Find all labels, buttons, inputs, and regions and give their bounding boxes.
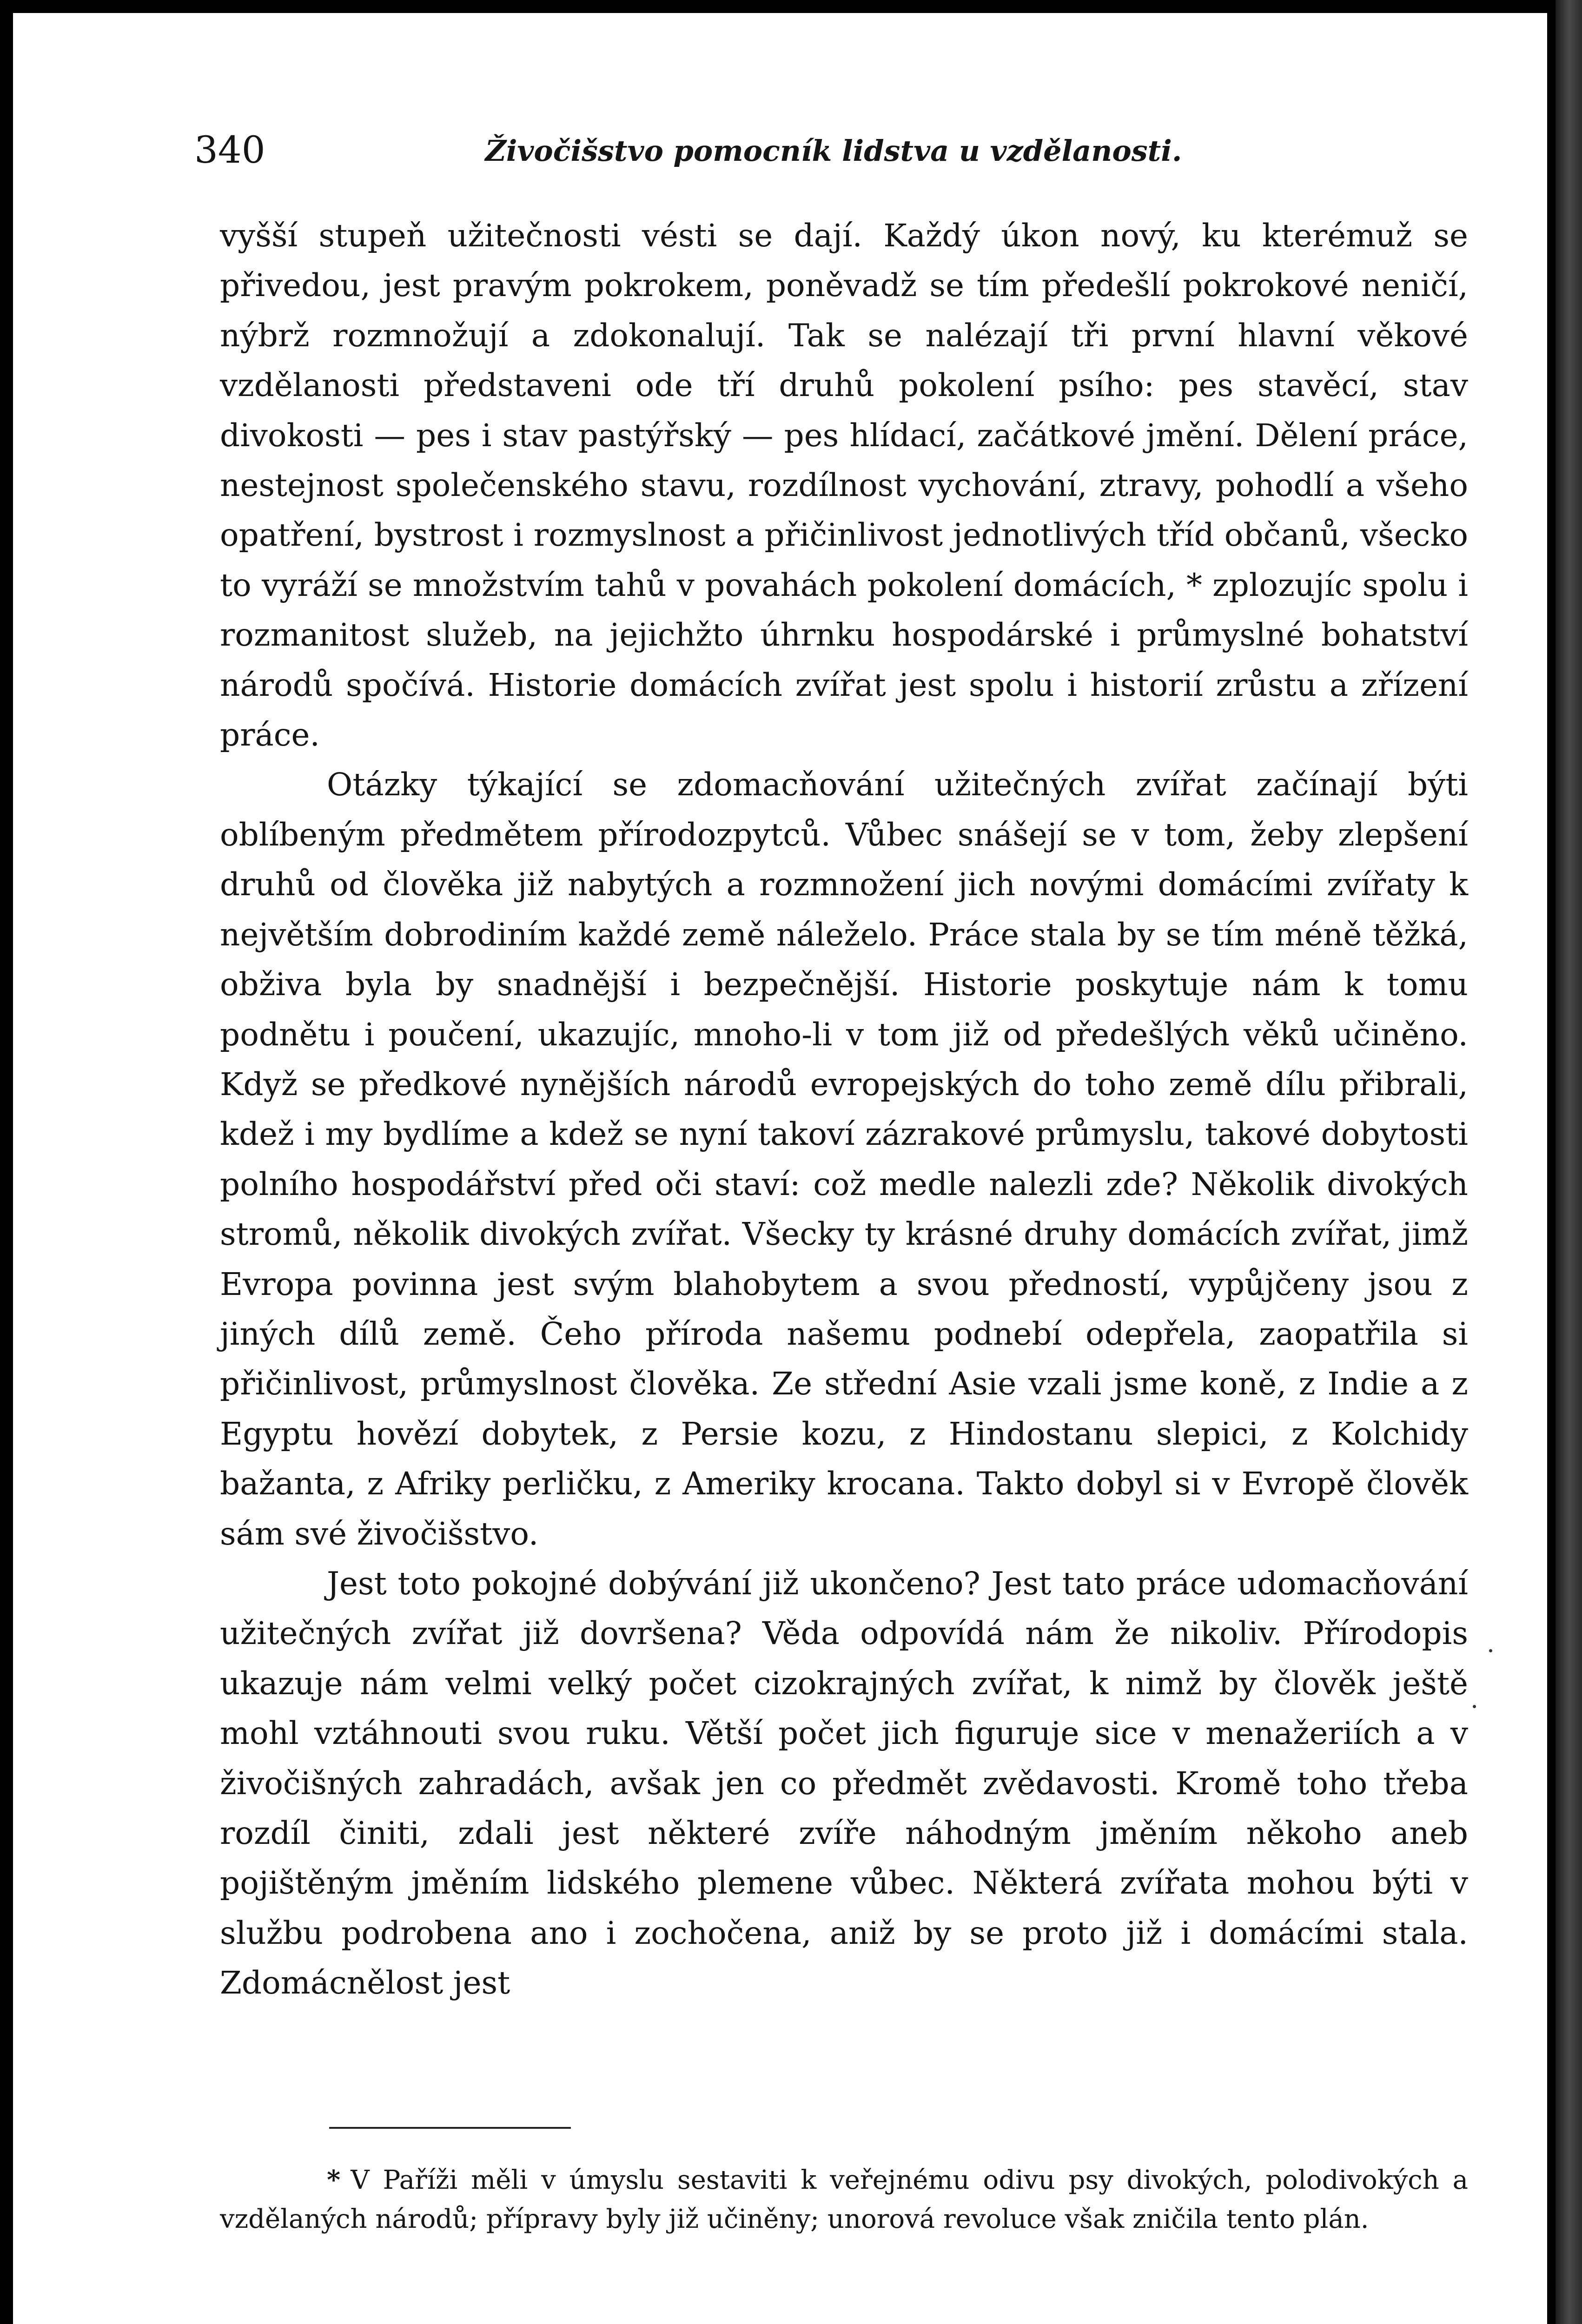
page-number: 340 [194, 128, 265, 172]
footnote [220, 2160, 1468, 2239]
paragraph-2: Otázky týkající se zdomacňování užitečných zvířat začínají býti oblíbeným předmětem přírodozpytců. Vůbec snášejí se v tom, žeby zlepšení druhů od člověka již nabytých a rozmnožení jich novými domácími zvířaty k největším dobrodiním každé země náleželo. Práce stala by se tím méně těžká, obživa byla by snadnější i bezpečnější. Historie poskytuje nám k tomu podnětu i poučení, ukazujíc, mnoho-li v tom již od předešlých věků učiněno. Když se předkové nynějších národů evropejských do toho země dílu přibrali, kdež i my bydlíme a kdež se nyní takoví zázrakové průmyslu, takové dobytosti polního hospodářství před oči staví: což medle nalezli zde? Několik divokých stromů, několik divokých zvířat. Všecky ty krásné druhy domácích zvířat, jimž Evropa povinna jest svým blahobytem a svou předností, vypůjčeny jsou z jiných dílů země. Čeho příroda našemu podnebí odepřela, zaopatřila si přičinlivost, průmyslnost člověka. Ze střední Asie vzali jsme koně, z Indie a z Egyptu hovězí dobytek, z Persie kozu, z Hindostanu slepici, z Kolchidy bažanta, z Afriky perličku, z Ameriky krocana. Takto dobyl si v Evropě člověk sám své živočišstvo. [220, 766, 1468, 1552]
footnote-mark: * [327, 2165, 341, 2195]
margin-speck [1489, 1649, 1492, 1652]
paragraph-3: Jest toto pokojné dobývání již ukončeno? Jest tato práce udomacňování užitečných zvířat již dovršena? Věda odpovídá nám že nikoliv. Přírodopis ukazuje nám velmi velký počet cizokrajných zvířat, k nimž by člověk ještě mohl vztáhnouti svou ruku. Větší počet jich figuruje sice v menažeriích a v živočišných zahradách, avšak jen co předmět zvědavosti. Kromě toho třeba rozdíl činiti, zdali jest některé zvíře náhodným jměním někoho aneb pojištěným jměním lidského plemene vůbec. Některá zvířata mohou býti v službu podrobena ano i zochočena, aniž by se proto již i domácími stala. Zdomácnělost jest [220, 1565, 1468, 2001]
footnote-divider [329, 2127, 571, 2129]
footnote-text: V Paříži měli v úmyslu sestaviti k veřejnému odivu psy divokých, polodivokých a vzdělaných národů; přípravy byly již učiněny; unorová revoluce však zničila tento plán. [220, 2165, 1468, 2234]
running-title: Živočišstvo pomocník lidstva u vzdělanosti. [485, 134, 1182, 168]
page-header [194, 127, 1473, 178]
main-text [220, 211, 1468, 2008]
book-page [13, 13, 1547, 2324]
paragraph-1: vyšší stupeň užitečnosti vésti se dají. Každý úkon nový, ku kterémuž se přivedou, jest pravým pokrokem, poněvadž se tím předešlí pokrokové neničí, nýbrž rozmnožují a zdokonalují. Tak se nalézají tři první hlavní věkové vzdělanosti představeni ode tří druhů pokolení psího: pes stavěcí, stav divokosti — pes i stav pastýřský — pes hlídací, začátkové jmění. Dělení práce, nestejnost společenského stavu, rozdílnost vychování, ztravy, pohodlí a všeho opatření, bystrost i rozmyslnost a přičinlivost jednotlivých tříd občanů, všecko to vyráží se množstvím tahů v povahách pokolení domácích, * zplozujíc spolu i rozmanitost služeb, na jejichžto úhrnku hospodárské i průmyslné bohatství národů spočívá. Historie domácích zvířat jest spolu i historií zrůstu a zřízení práce. [220, 217, 1468, 753]
book-spine-edge [1556, 0, 1582, 2324]
margin-speck [1473, 1705, 1476, 1708]
